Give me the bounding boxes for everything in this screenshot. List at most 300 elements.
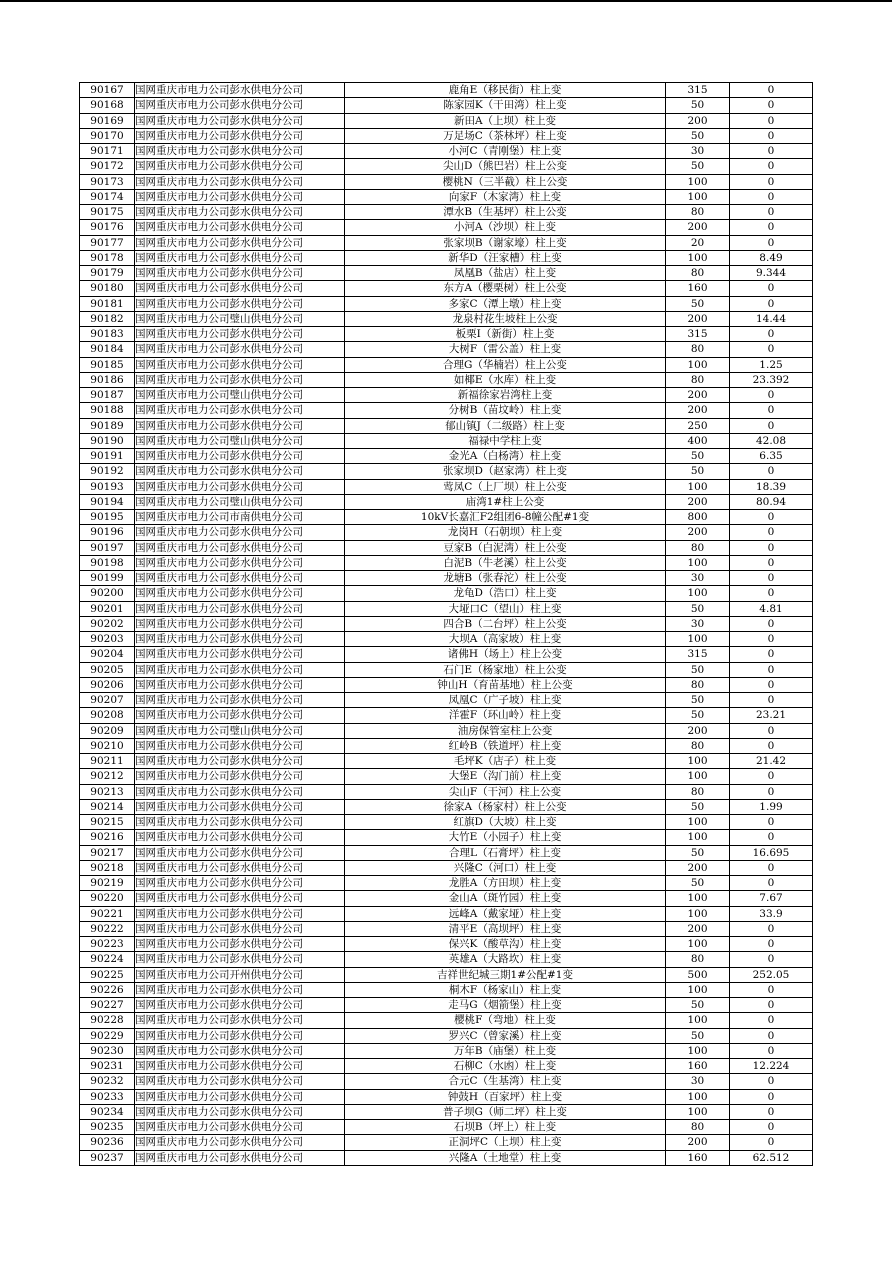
capacity-cell: 80 (666, 952, 730, 967)
company-cell: 国网重庆市电力公司彭水供电分公司 (135, 266, 345, 281)
table-row (80, 555, 813, 570)
row-id-cell: 90210 (80, 738, 135, 753)
company-cell: 国网重庆市电力公司彭水供电分公司 (135, 586, 345, 601)
value-cell: 33.9 (730, 906, 813, 921)
row-id-cell: 90172 (80, 159, 135, 174)
company-cell: 国网重庆市电力公司彭水供电分公司 (135, 449, 345, 464)
table-row (80, 891, 813, 906)
value-cell: 0 (730, 677, 813, 692)
table-row (80, 952, 813, 967)
transformer-name-cell: 清平E（高坝坪）柱上变 (345, 921, 666, 936)
company-cell: 国网重庆市电力公司彭水供电分公司 (135, 708, 345, 723)
capacity-cell: 200 (666, 220, 730, 235)
value-cell: 0 (730, 418, 813, 433)
transformer-name-cell: 张家坝D（赵家湾）柱上变 (345, 464, 666, 479)
company-cell: 国网重庆市电力公司彭水供电分公司 (135, 159, 345, 174)
transformer-name-cell: 桐木F（杨家山）柱上变 (345, 982, 666, 997)
table-row (80, 1074, 813, 1089)
table-row (80, 189, 813, 204)
table-row (80, 784, 813, 799)
row-id-cell: 90198 (80, 555, 135, 570)
transformer-name-cell: 龙塘B（张春沱）柱上公变 (345, 571, 666, 586)
company-cell: 国网重庆市电力公司彭水供电分公司 (135, 1120, 345, 1135)
table-row (80, 464, 813, 479)
row-id-cell: 90232 (80, 1074, 135, 1089)
row-id-cell: 90217 (80, 845, 135, 860)
table-row (80, 98, 813, 113)
capacity-cell: 200 (666, 311, 730, 326)
value-cell: 0 (730, 189, 813, 204)
table-row (80, 921, 813, 936)
company-cell: 国网重庆市电力公司彭水供电分公司 (135, 845, 345, 860)
row-id-cell: 90170 (80, 128, 135, 143)
capacity-cell: 100 (666, 937, 730, 952)
company-cell: 国网重庆市电力公司彭水供电分公司 (135, 525, 345, 540)
company-cell: 国网重庆市电力公司彭水供电分公司 (135, 128, 345, 143)
transformer-name-cell: 英雄A（大路坎）柱上变 (345, 952, 666, 967)
row-id-cell: 90236 (80, 1135, 135, 1150)
row-id-cell: 90179 (80, 266, 135, 281)
transformer-name-cell: 大坝A（高家坡）柱上变 (345, 632, 666, 647)
value-cell: 0 (730, 296, 813, 311)
capacity-cell: 100 (666, 250, 730, 265)
company-cell: 国网重庆市电力公司彭水供电分公司 (135, 784, 345, 799)
value-cell: 0 (730, 342, 813, 357)
capacity-cell: 200 (666, 860, 730, 875)
value-cell: 0 (730, 998, 813, 1013)
table-row (80, 571, 813, 586)
company-cell: 国网重庆市电力公司彭水供电分公司 (135, 632, 345, 647)
row-id-cell: 90199 (80, 571, 135, 586)
value-cell: 62.512 (730, 1150, 813, 1165)
value-cell: 0 (730, 1028, 813, 1043)
capacity-cell: 200 (666, 388, 730, 403)
row-id-cell: 90176 (80, 220, 135, 235)
company-cell: 国网重庆市电力公司彭水供电分公司 (135, 113, 345, 128)
table-row (80, 113, 813, 128)
row-id-cell: 90212 (80, 769, 135, 784)
capacity-cell: 500 (666, 967, 730, 982)
company-cell: 国网重庆市电力公司彭水供电分公司 (135, 571, 345, 586)
transformer-name-cell: 樱桃N（三半截）柱上公变 (345, 174, 666, 189)
transformer-name-cell: 凤凰B（盐店）柱上变 (345, 266, 666, 281)
capacity-cell: 50 (666, 1028, 730, 1043)
capacity-cell: 200 (666, 113, 730, 128)
capacity-cell: 100 (666, 586, 730, 601)
row-id-cell: 90219 (80, 876, 135, 891)
value-cell: 0 (730, 144, 813, 159)
transformer-name-cell: 诸佛H（场上）柱上公变 (345, 647, 666, 662)
transformer-name-cell: 张家坝B（谢家壕）柱上变 (345, 235, 666, 250)
row-id-cell: 90192 (80, 464, 135, 479)
row-id-cell: 90185 (80, 357, 135, 372)
row-id-cell: 90204 (80, 647, 135, 662)
company-cell: 国网重庆市电力公司彭水供电分公司 (135, 982, 345, 997)
transformer-name-cell: 鹿角E（移民街）柱上变 (345, 83, 666, 98)
table-body (80, 83, 813, 1166)
company-cell: 国网重庆市电力公司彭水供电分公司 (135, 937, 345, 952)
company-cell: 国网重庆市电力公司彭水供电分公司 (135, 860, 345, 875)
value-cell: 0 (730, 205, 813, 220)
table-row (80, 281, 813, 296)
table-row (80, 1059, 813, 1074)
transformer-name-cell: 红岭B（铁道坪）柱上变 (345, 738, 666, 753)
row-id-cell: 90230 (80, 1043, 135, 1058)
table-row (80, 586, 813, 601)
transformer-name-cell: 红旗D（大坡）柱上变 (345, 815, 666, 830)
row-id-cell: 90206 (80, 677, 135, 692)
table-row (80, 418, 813, 433)
company-cell: 国网重庆市电力公司彭水供电分公司 (135, 250, 345, 265)
table-row (80, 83, 813, 98)
table-row (80, 250, 813, 265)
transformer-name-cell: 石门E（杨家地）柱上公变 (345, 662, 666, 677)
capacity-cell: 100 (666, 1089, 730, 1104)
row-id-cell: 90235 (80, 1120, 135, 1135)
value-cell: 16.695 (730, 845, 813, 860)
value-cell: 0 (730, 723, 813, 738)
transformer-name-cell: 万年B（庙堡）柱上变 (345, 1043, 666, 1058)
company-cell: 国网重庆市电力公司彭水供电分公司 (135, 327, 345, 342)
capacity-cell: 80 (666, 372, 730, 387)
company-cell: 国网重庆市电力公司彭水供电分公司 (135, 815, 345, 830)
transformer-name-cell: 罗兴C（曾家溪）柱上变 (345, 1028, 666, 1043)
value-cell: 23.21 (730, 708, 813, 723)
capacity-cell: 30 (666, 1074, 730, 1089)
value-cell: 0 (730, 235, 813, 250)
table-row (80, 1043, 813, 1058)
company-cell: 国网重庆市电力公司彭水供电分公司 (135, 1059, 345, 1074)
table-row (80, 723, 813, 738)
table-row (80, 144, 813, 159)
company-cell: 国网重庆市电力公司彭水供电分公司 (135, 235, 345, 250)
company-cell: 国网重庆市电力公司彭水供电分公司 (135, 1150, 345, 1165)
company-cell: 国网重庆市电力公司彭水供电分公司 (135, 83, 345, 98)
transformer-name-cell: 毛坪K（店子）柱上变 (345, 754, 666, 769)
transformer-name-cell: 普子坝G（师二坪）柱上变 (345, 1104, 666, 1119)
row-id-cell: 90191 (80, 449, 135, 464)
company-cell: 国网重庆市电力公司彭水供电分公司 (135, 891, 345, 906)
row-id-cell: 90184 (80, 342, 135, 357)
transformer-name-cell: 分树B（苗坟岭）柱上变 (345, 403, 666, 418)
company-cell: 国网重庆市电力公司彭水供电分公司 (135, 372, 345, 387)
row-id-cell: 90228 (80, 1013, 135, 1028)
transformer-name-cell: 白泥B（牛老溪）柱上公变 (345, 555, 666, 570)
company-cell: 国网重庆市电力公司彭水供电分公司 (135, 769, 345, 784)
value-cell: 0 (730, 586, 813, 601)
row-id-cell: 90182 (80, 311, 135, 326)
value-cell: 0 (730, 662, 813, 677)
row-id-cell: 90190 (80, 433, 135, 448)
table-row (80, 128, 813, 143)
value-cell: 0 (730, 1074, 813, 1089)
value-cell: 0 (730, 921, 813, 936)
capacity-cell: 80 (666, 342, 730, 357)
table-row (80, 632, 813, 647)
company-cell: 国网重庆市电力公司璧山供电分公司 (135, 311, 345, 326)
company-cell: 国网重庆市电力公司彭水供电分公司 (135, 418, 345, 433)
company-cell: 国网重庆市电力公司彭水供电分公司 (135, 174, 345, 189)
table-row (80, 693, 813, 708)
capacity-cell: 100 (666, 1043, 730, 1058)
transformer-name-cell: 向家F（木家湾）柱上变 (345, 189, 666, 204)
table-row (80, 876, 813, 891)
transformer-name-cell: 油房保管室柱上公变 (345, 723, 666, 738)
capacity-cell: 400 (666, 433, 730, 448)
value-cell: 0 (730, 616, 813, 631)
transformer-name-cell: 正洞坪C（上坝）柱上变 (345, 1135, 666, 1150)
transformer-name-cell: 龙龟D（浩口）柱上变 (345, 586, 666, 601)
company-cell: 国网重庆市电力公司彭水供电分公司 (135, 738, 345, 753)
row-id-cell: 90207 (80, 693, 135, 708)
table-row (80, 998, 813, 1013)
value-cell: 0 (730, 403, 813, 418)
transformer-name-cell: 万足场C（茶林坪）柱上变 (345, 128, 666, 143)
transformer-name-cell: 樱桃F（弯地）柱上变 (345, 1013, 666, 1028)
company-cell: 国网重庆市电力公司市南供电分公司 (135, 510, 345, 525)
transformer-name-cell: 如椰E（水库）柱上变 (345, 372, 666, 387)
capacity-cell: 80 (666, 784, 730, 799)
value-cell: 0 (730, 128, 813, 143)
capacity-cell: 200 (666, 403, 730, 418)
value-cell: 0 (730, 769, 813, 784)
value-cell: 0 (730, 388, 813, 403)
company-cell: 国网重庆市电力公司彭水供电分公司 (135, 189, 345, 204)
table-row (80, 1089, 813, 1104)
value-cell: 0 (730, 647, 813, 662)
table-row (80, 982, 813, 997)
table-row (80, 357, 813, 372)
transformer-name-cell: 远峰A（戴家垭）柱上变 (345, 906, 666, 921)
value-cell: 14.44 (730, 311, 813, 326)
transformer-name-cell: 合元C（生基湾）柱上变 (345, 1074, 666, 1089)
company-cell: 国网重庆市电力公司彭水供电分公司 (135, 799, 345, 814)
transformer-name-cell: 小河C（青刚堡）柱上变 (345, 144, 666, 159)
value-cell: 42.08 (730, 433, 813, 448)
company-cell: 国网重庆市电力公司彭水供电分公司 (135, 876, 345, 891)
transformer-name-cell: 石柳C（水凼）柱上变 (345, 1059, 666, 1074)
capacity-cell: 200 (666, 525, 730, 540)
transformer-name-cell: 新田A（上坝）柱上变 (345, 113, 666, 128)
value-cell: 0 (730, 113, 813, 128)
company-cell: 国网重庆市电力公司彭水供电分公司 (135, 830, 345, 845)
transformer-name-cell: 钟山H（育苗基地）柱上公变 (345, 677, 666, 692)
table-row (80, 235, 813, 250)
table-row (80, 540, 813, 555)
transformer-name-cell: 金光A（白杨湾）柱上变 (345, 449, 666, 464)
transformer-name-cell: 凤凰C（广子坡）柱上变 (345, 693, 666, 708)
company-cell: 国网重庆市电力公司彭水供电分公司 (135, 906, 345, 921)
transformer-name-cell: 潭水B（生基坪）柱上公变 (345, 205, 666, 220)
company-cell: 国网重庆市电力公司彭水供电分公司 (135, 677, 345, 692)
company-cell: 国网重庆市电力公司彭水供电分公司 (135, 342, 345, 357)
row-id-cell: 90195 (80, 510, 135, 525)
table-row (80, 662, 813, 677)
value-cell: 0 (730, 1089, 813, 1104)
page-top-rule (0, 0, 892, 2)
table-row (80, 677, 813, 692)
table-row (80, 372, 813, 387)
row-id-cell: 90168 (80, 98, 135, 113)
row-id-cell: 90231 (80, 1059, 135, 1074)
transformer-name-cell: 多家C（潭上墩）柱上变 (345, 296, 666, 311)
capacity-cell: 100 (666, 982, 730, 997)
table-row (80, 601, 813, 616)
value-cell: 0 (730, 784, 813, 799)
transformer-name-cell: 尖山D（熊巴岩）柱上公变 (345, 159, 666, 174)
capacity-cell: 50 (666, 464, 730, 479)
transformer-name-cell: 石坝B（坪上）柱上变 (345, 1120, 666, 1135)
value-cell: 252.05 (730, 967, 813, 982)
table-row (80, 449, 813, 464)
table-row (80, 906, 813, 921)
capacity-cell: 800 (666, 510, 730, 525)
table-row (80, 327, 813, 342)
capacity-cell: 50 (666, 662, 730, 677)
row-id-cell: 90223 (80, 937, 135, 952)
table-row (80, 967, 813, 982)
transformer-name-cell: 新福徐家岩湾柱上变 (345, 388, 666, 403)
company-cell: 国网重庆市电力公司彭水供电分公司 (135, 281, 345, 296)
company-cell: 国网重庆市电力公司彭水供电分公司 (135, 205, 345, 220)
capacity-cell: 50 (666, 601, 730, 616)
row-id-cell: 90208 (80, 708, 135, 723)
transformer-name-cell: 大树F（雷公盖）柱上变 (345, 342, 666, 357)
value-cell: 0 (730, 159, 813, 174)
row-id-cell: 90234 (80, 1104, 135, 1119)
value-cell: 0 (730, 982, 813, 997)
transformer-name-cell: 陈家园K（干田湾）柱上变 (345, 98, 666, 113)
company-cell: 国网重庆市电力公司璧山供电分公司 (135, 494, 345, 509)
capacity-cell: 20 (666, 235, 730, 250)
transformer-name-cell: 走马G（烟箭堡）柱上变 (345, 998, 666, 1013)
table-row (80, 433, 813, 448)
table-row (80, 1120, 813, 1135)
value-cell: 0 (730, 815, 813, 830)
table-row (80, 1150, 813, 1165)
value-cell: 80.94 (730, 494, 813, 509)
value-cell: 8.49 (730, 250, 813, 265)
row-id-cell: 90178 (80, 250, 135, 265)
company-cell: 国网重庆市电力公司彭水供电分公司 (135, 479, 345, 494)
row-id-cell: 90177 (80, 235, 135, 250)
value-cell: 0 (730, 937, 813, 952)
value-cell: 0 (730, 1043, 813, 1058)
row-id-cell: 90216 (80, 830, 135, 845)
value-cell: 4.81 (730, 601, 813, 616)
row-id-cell: 90213 (80, 784, 135, 799)
transformer-name-cell: 东方A（樱栗树）柱上公变 (345, 281, 666, 296)
company-cell: 国网重庆市电力公司彭水供电分公司 (135, 357, 345, 372)
row-id-cell: 90193 (80, 479, 135, 494)
company-cell: 国网重庆市电力公司彭水供电分公司 (135, 1089, 345, 1104)
row-id-cell: 90200 (80, 586, 135, 601)
transformer-name-cell: 合理G（华楠岩）柱上公变 (345, 357, 666, 372)
capacity-cell: 50 (666, 799, 730, 814)
transformer-name-cell: 郁山镇J（二级路）柱上变 (345, 418, 666, 433)
value-cell: 18.39 (730, 479, 813, 494)
table-row (80, 937, 813, 952)
company-cell: 国网重庆市电力公司彭水供电分公司 (135, 647, 345, 662)
row-id-cell: 90233 (80, 1089, 135, 1104)
value-cell: 0 (730, 98, 813, 113)
table-row (80, 830, 813, 845)
table-row (80, 311, 813, 326)
capacity-cell: 100 (666, 891, 730, 906)
transformer-name-cell: 尖山F（干河）柱上公变 (345, 784, 666, 799)
capacity-cell: 50 (666, 128, 730, 143)
capacity-cell: 100 (666, 632, 730, 647)
table-row (80, 510, 813, 525)
row-id-cell: 90224 (80, 952, 135, 967)
transformer-name-cell: 大堡E（沟门前）柱上变 (345, 769, 666, 784)
transformer-name-cell: 金山A（斑竹园）柱上变 (345, 891, 666, 906)
value-cell: 0 (730, 632, 813, 647)
value-cell: 0 (730, 738, 813, 753)
company-cell: 国网重庆市电力公司彭水供电分公司 (135, 693, 345, 708)
row-id-cell: 90189 (80, 418, 135, 433)
company-cell: 国网重庆市电力公司彭水供电分公司 (135, 464, 345, 479)
capacity-cell: 30 (666, 571, 730, 586)
transformer-name-cell: 吉祥世纪城三期1#公配#1变 (345, 967, 666, 982)
table-row (80, 1104, 813, 1119)
row-id-cell: 90221 (80, 906, 135, 921)
row-id-cell: 90174 (80, 189, 135, 204)
value-cell: 0 (730, 860, 813, 875)
capacity-cell: 100 (666, 189, 730, 204)
row-id-cell: 90169 (80, 113, 135, 128)
capacity-cell: 50 (666, 845, 730, 860)
row-id-cell: 90183 (80, 327, 135, 342)
row-id-cell: 90173 (80, 174, 135, 189)
row-id-cell: 90180 (80, 281, 135, 296)
capacity-cell: 100 (666, 555, 730, 570)
value-cell: 0 (730, 525, 813, 540)
transformer-name-cell: 兴隆A（土地堂）柱上变 (345, 1150, 666, 1165)
capacity-cell: 160 (666, 281, 730, 296)
capacity-cell: 100 (666, 754, 730, 769)
value-cell: 0 (730, 830, 813, 845)
capacity-cell: 100 (666, 1013, 730, 1028)
capacity-cell: 250 (666, 418, 730, 433)
capacity-cell: 160 (666, 1059, 730, 1074)
row-id-cell: 90175 (80, 205, 135, 220)
transformer-table (79, 82, 813, 1166)
capacity-cell: 200 (666, 921, 730, 936)
row-id-cell: 90188 (80, 403, 135, 418)
company-cell: 国网重庆市电力公司彭水供电分公司 (135, 1074, 345, 1089)
value-cell: 9.344 (730, 266, 813, 281)
value-cell: 1.99 (730, 799, 813, 814)
company-cell: 国网重庆市电力公司璧山供电分公司 (135, 723, 345, 738)
capacity-cell: 80 (666, 540, 730, 555)
company-cell: 国网重庆市电力公司彭水供电分公司 (135, 1028, 345, 1043)
table-row (80, 647, 813, 662)
company-cell: 国网重庆市电力公司彭水供电分公司 (135, 1013, 345, 1028)
value-cell: 23.392 (730, 372, 813, 387)
table-row (80, 205, 813, 220)
value-cell: 0 (730, 1104, 813, 1119)
value-cell: 0 (730, 464, 813, 479)
value-cell: 12.224 (730, 1059, 813, 1074)
company-cell: 国网重庆市电力公司彭水供电分公司 (135, 1104, 345, 1119)
company-cell: 国网重庆市电力公司彭水供电分公司 (135, 662, 345, 677)
value-cell: 0 (730, 174, 813, 189)
table-row (80, 403, 813, 418)
table-row (80, 845, 813, 860)
row-id-cell: 90215 (80, 815, 135, 830)
value-cell: 0 (730, 1120, 813, 1135)
